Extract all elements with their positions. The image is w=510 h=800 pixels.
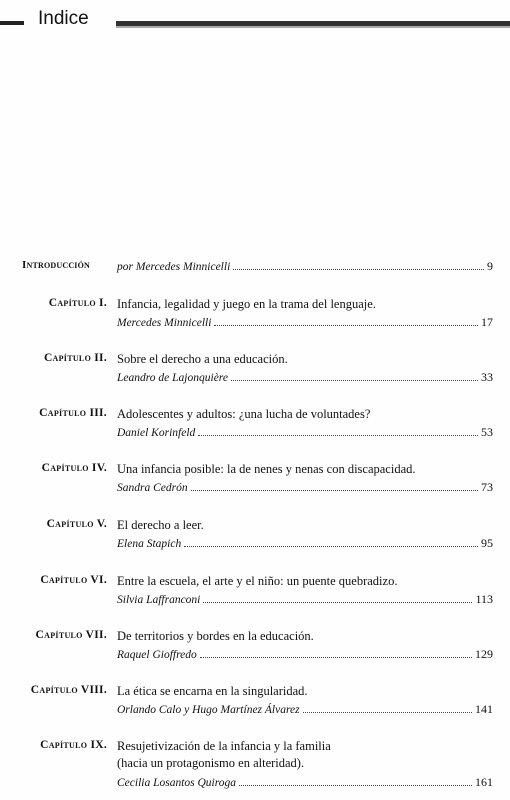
chapter-author: Leandro de Lajonquière <box>117 372 228 384</box>
chapter-title: Una infancia posible: la de nenes y nenas con discapacidad. <box>117 462 416 476</box>
chapter-author: Cecilia Losantos Quiroga <box>117 777 237 789</box>
dot-leader <box>191 490 478 491</box>
page-number: 73 <box>481 480 493 494</box>
chapter-title: Sobre el derecho a una educación. <box>117 352 288 366</box>
chapter-title: Infancia, legalidad y juego en la trama del lenguaje. <box>117 297 376 311</box>
chapter-title: La ética se encarna en la singularidad. <box>117 684 308 698</box>
chapter-author: Raquel Gioffredo <box>117 649 197 661</box>
dot-leader <box>200 657 472 658</box>
chapter-title: Resujetivización de la infancia y la familia <box>117 739 331 753</box>
dot-leader <box>198 435 478 436</box>
chapter-author: Silvia Laffranconi <box>117 594 201 606</box>
chapter-author-line <box>117 702 493 717</box>
chapter-label: Capítulo I. <box>48 297 107 309</box>
chapter-title: Adolescentes y adultos: ¿una lucha de voluntades? <box>117 407 371 421</box>
chapter-title: Entre la escuela, el arte y el niño: un puente quebradizo. <box>117 574 398 588</box>
introduction-author: por Mercedes Minnicelli <box>117 261 231 273</box>
page-number: 113 <box>475 592 493 606</box>
chapter-author-line <box>117 647 493 662</box>
dot-leader <box>303 712 472 713</box>
page-number: 129 <box>475 647 493 661</box>
page-number: 33 <box>481 370 493 384</box>
dot-leader <box>214 325 478 326</box>
chapter-label: Capítulo III. <box>39 407 107 419</box>
chapter-label: Capítulo VIII. <box>30 684 107 696</box>
page-number: 95 <box>481 536 493 550</box>
chapter-title: De territorios y bordes en la educación. <box>117 629 314 643</box>
chapter-label: Capítulo IX. <box>40 739 107 751</box>
chapter-title-continuation: (hacia un protagonismo en alteridad). <box>117 756 305 770</box>
chapter-author-line <box>117 536 493 551</box>
page-title: Indice <box>38 8 89 29</box>
chapter-author-line <box>117 480 493 495</box>
chapter-author: Elena Stapich <box>117 538 182 550</box>
chapter-author-line <box>117 425 493 440</box>
page-number: 141 <box>475 702 493 716</box>
dot-leader <box>184 546 478 547</box>
header-rule-right <box>116 21 510 26</box>
chapter-title: El derecho a leer. <box>117 518 204 532</box>
chapter-author-line <box>117 370 493 385</box>
page-number: 161 <box>475 775 493 789</box>
chapter-author: Daniel Korinfeld <box>117 427 196 439</box>
chapter-author-line <box>117 592 493 607</box>
page-number: 9 <box>487 259 493 273</box>
chapter-author-line <box>117 775 493 790</box>
introduction-label: Introducción <box>22 259 91 271</box>
page-number: 53 <box>481 425 493 439</box>
chapter-author: Sandra Cedrón <box>117 482 188 494</box>
chapter-label: Capítulo IV. <box>41 462 107 474</box>
dot-leader <box>239 785 472 786</box>
chapter-author: Mercedes Minnicelli <box>117 317 212 329</box>
chapter-author-line <box>117 315 493 330</box>
page-number: 17 <box>481 315 493 329</box>
dot-leader <box>203 602 472 603</box>
chapter-label: Capítulo V. <box>46 518 107 530</box>
chapter-label: Capítulo VI. <box>40 574 107 586</box>
dot-leader <box>233 269 484 270</box>
chapter-author: Orlando Calo y Hugo Martínez Álvarez <box>117 704 300 716</box>
introduction-author-line <box>117 259 493 274</box>
page-header <box>0 0 510 40</box>
dot-leader <box>231 380 478 381</box>
chapter-label: Capítulo II. <box>43 352 107 364</box>
header-rule-left <box>0 21 24 25</box>
chapter-label: Capítulo VII. <box>35 629 107 641</box>
